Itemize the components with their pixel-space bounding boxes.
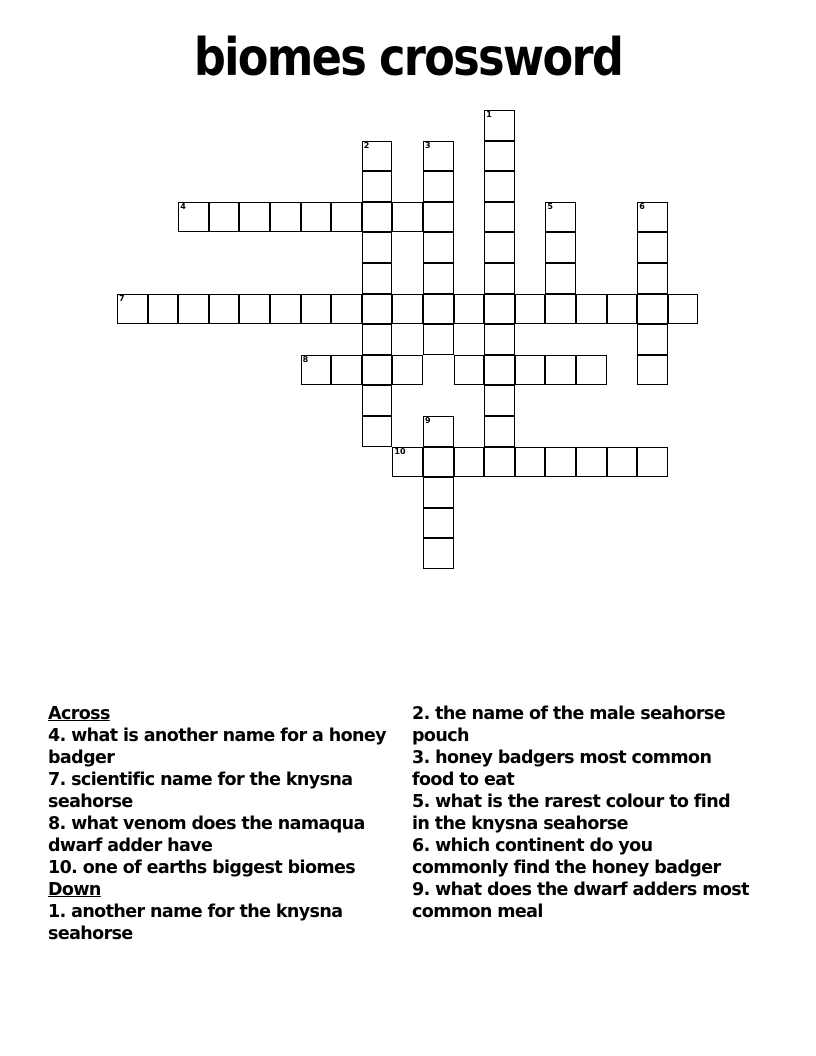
crossword-cell[interactable] bbox=[454, 355, 485, 386]
crossword-cell[interactable] bbox=[362, 141, 393, 172]
crossword-cell[interactable] bbox=[362, 355, 393, 386]
crossword-cell[interactable] bbox=[637, 355, 668, 386]
crossword-cell[interactable] bbox=[423, 477, 454, 508]
crossword-cell[interactable] bbox=[331, 355, 362, 386]
crossword-cell[interactable] bbox=[362, 294, 393, 325]
crossword-cell[interactable] bbox=[484, 324, 515, 355]
crossword-cell[interactable] bbox=[423, 416, 454, 447]
crossword-cell[interactable] bbox=[331, 294, 362, 325]
clue-number-label: 4 bbox=[180, 201, 186, 211]
crossword-cell[interactable] bbox=[178, 294, 209, 325]
clue-number-label: 1 bbox=[486, 110, 492, 119]
clue-number-label: 9 bbox=[425, 416, 431, 425]
crossword-cell[interactable] bbox=[484, 355, 515, 386]
crossword-cell[interactable] bbox=[178, 202, 209, 233]
crossword-cell[interactable] bbox=[239, 202, 270, 233]
crossword-cell[interactable] bbox=[362, 171, 393, 202]
clue-down-6: 6. which continent do you commonly find the honey badger bbox=[412, 836, 721, 878]
clue-number-label: 7 bbox=[119, 293, 125, 303]
crossword-cell[interactable] bbox=[545, 263, 576, 294]
crossword-cell[interactable] bbox=[545, 232, 576, 263]
crossword-cell[interactable] bbox=[454, 447, 485, 478]
crossword-cell[interactable] bbox=[117, 294, 148, 325]
clue-down-5: 5. what is the rarest colour to find in the knysna seahorse bbox=[412, 792, 730, 834]
crossword-cell[interactable] bbox=[148, 294, 179, 325]
crossword-cell[interactable] bbox=[484, 232, 515, 263]
crossword-cell[interactable] bbox=[607, 447, 638, 478]
crossword-cell[interactable] bbox=[668, 294, 699, 325]
crossword-cell[interactable] bbox=[423, 141, 454, 172]
crossword-cell[interactable] bbox=[454, 294, 485, 325]
clue-number-label: 10 bbox=[394, 446, 406, 456]
crossword-cell[interactable] bbox=[637, 294, 668, 325]
crossword-cell[interactable] bbox=[362, 416, 393, 447]
crossword-cell[interactable] bbox=[637, 202, 668, 233]
clues-right-column bbox=[412, 703, 752, 923]
clue-across-4: 4. what is another name for a honey badger bbox=[48, 726, 386, 768]
crossword-cell[interactable] bbox=[362, 263, 393, 294]
crossword-cell[interactable] bbox=[301, 202, 332, 233]
crossword-cell[interactable] bbox=[515, 355, 546, 386]
crossword-cell[interactable] bbox=[545, 202, 576, 233]
page-title: biomes crossword bbox=[193, 28, 623, 88]
clue-down-1: 1. another name for the knysna seahorse bbox=[48, 902, 343, 944]
crossword-cell[interactable] bbox=[423, 324, 454, 355]
clue-across-8: 8. what venom does the namaqua dwarf adder have bbox=[48, 814, 365, 856]
crossword-cell[interactable] bbox=[576, 294, 607, 325]
crossword-cell[interactable] bbox=[423, 508, 454, 539]
across-heading: Across bbox=[48, 704, 110, 724]
crossword-cell[interactable] bbox=[576, 447, 607, 478]
crossword-cell[interactable] bbox=[484, 141, 515, 172]
clue-number-label: 8 bbox=[302, 354, 309, 364]
crossword-cell[interactable] bbox=[484, 263, 515, 294]
crossword-cell[interactable] bbox=[301, 355, 332, 386]
clue-down-3: 3. honey badgers most common food to eat bbox=[412, 748, 712, 790]
crossword-cell[interactable] bbox=[576, 355, 607, 386]
clue-number-label: 3 bbox=[425, 140, 431, 150]
crossword-cell[interactable] bbox=[484, 416, 515, 447]
clue-across-7: 7. scientific name for the knysna seahorse bbox=[48, 770, 353, 812]
crossword-cell[interactable] bbox=[607, 294, 638, 325]
crossword-cell[interactable] bbox=[545, 294, 576, 325]
clue-across-10: 10. one of earths biggest biomes bbox=[48, 858, 356, 878]
crossword-cell[interactable] bbox=[515, 447, 546, 478]
crossword-cell[interactable] bbox=[484, 171, 515, 202]
crossword-cell[interactable] bbox=[301, 294, 332, 325]
crossword-cell[interactable] bbox=[545, 447, 576, 478]
clue-number-label: 5 bbox=[547, 201, 553, 211]
crossword-cell[interactable] bbox=[270, 202, 301, 233]
crossword-cell[interactable] bbox=[209, 294, 240, 325]
crossword-cell[interactable] bbox=[392, 294, 423, 325]
crossword-cell[interactable] bbox=[423, 263, 454, 294]
crossword-cell[interactable] bbox=[637, 232, 668, 263]
crossword-cell[interactable] bbox=[423, 538, 454, 569]
crossword-cell[interactable] bbox=[270, 294, 301, 325]
crossword-cell[interactable] bbox=[362, 232, 393, 263]
crossword-cell[interactable] bbox=[637, 324, 668, 355]
crossword-cell[interactable] bbox=[423, 294, 454, 325]
crossword-cell[interactable] bbox=[209, 202, 240, 233]
crossword-cell[interactable] bbox=[637, 263, 668, 294]
crossword-cell[interactable] bbox=[515, 294, 546, 325]
clues-left-column bbox=[48, 703, 388, 945]
crossword-cell[interactable] bbox=[484, 110, 515, 141]
crossword-cell[interactable] bbox=[423, 171, 454, 202]
crossword-cell[interactable] bbox=[423, 447, 454, 478]
crossword-cell[interactable] bbox=[239, 294, 270, 325]
crossword-cell[interactable] bbox=[423, 202, 454, 233]
crossword-cell[interactable] bbox=[545, 355, 576, 386]
clue-down-9: 9. what does the dwarf adders most common meal bbox=[412, 880, 749, 922]
crossword-cell[interactable] bbox=[362, 324, 393, 355]
crossword-cell[interactable] bbox=[637, 447, 668, 478]
crossword-cell[interactable] bbox=[362, 385, 393, 416]
crossword-cell[interactable] bbox=[484, 294, 515, 325]
down-heading: Down bbox=[48, 880, 101, 900]
crossword-cell[interactable] bbox=[484, 447, 515, 478]
clue-down-2: 2. the name of the male seahorse pouch bbox=[412, 704, 725, 746]
crossword-cell[interactable] bbox=[484, 385, 515, 416]
clue-number-label: 2 bbox=[363, 140, 370, 150]
crossword-cell[interactable] bbox=[392, 202, 423, 233]
crossword-cell[interactable] bbox=[392, 447, 423, 478]
clue-number-label: 6 bbox=[639, 201, 645, 211]
crossword-cell[interactable] bbox=[423, 232, 454, 263]
crossword-cell[interactable] bbox=[331, 202, 362, 233]
crossword-cell[interactable] bbox=[484, 202, 515, 233]
crossword-cell[interactable] bbox=[362, 202, 393, 233]
crossword-cell[interactable] bbox=[392, 355, 423, 386]
